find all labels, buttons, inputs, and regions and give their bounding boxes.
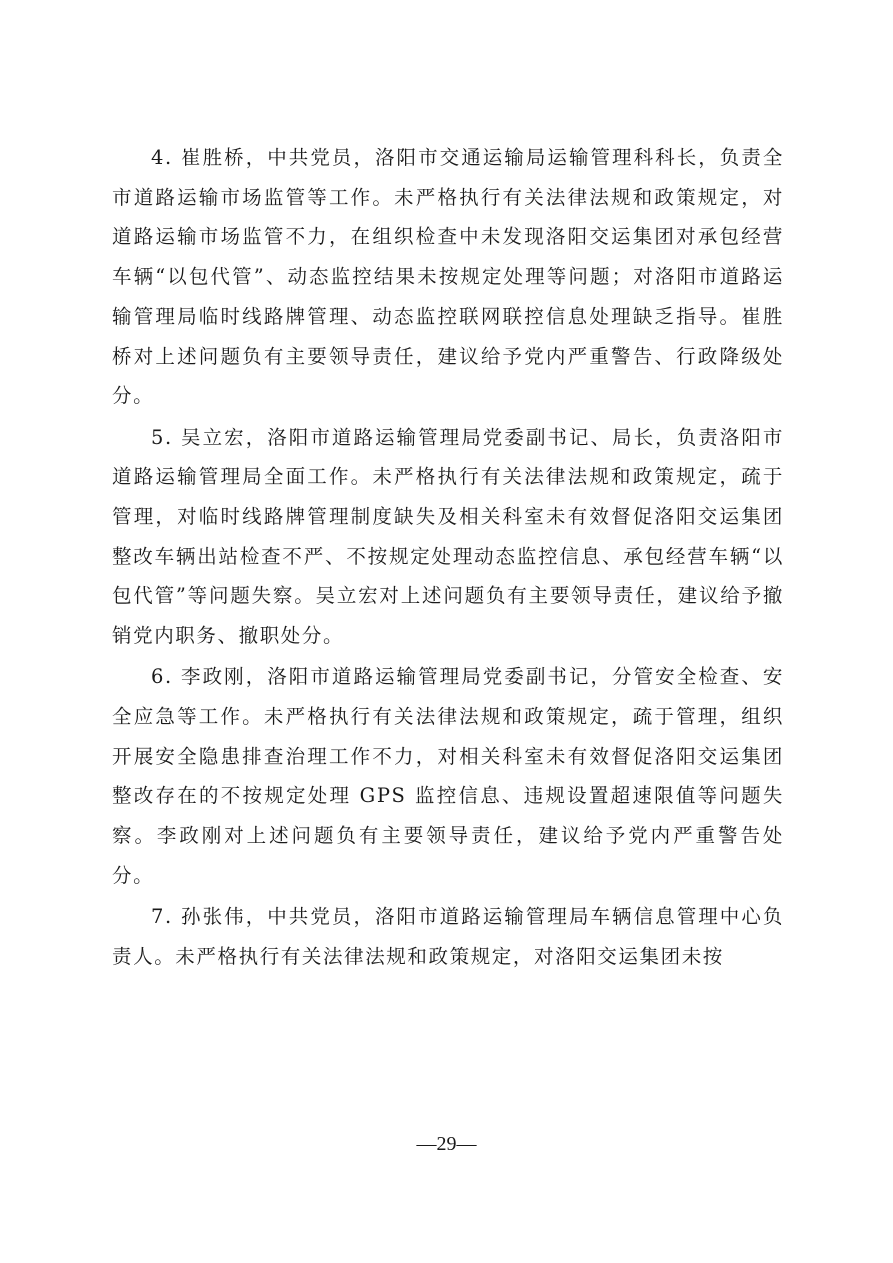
paragraph-cui-shengqiao: 4. 崔胜桥，中共党员，洛阳市交通运输局运输管理科科长，负责全市道路运输市场监管等工作。未严格执行有关法律法规和政策规定，对道路运输市场监管不力，在组织检查中未发现洛阳交运集团对承包经营车辆“以包代管”、动态监控结果未按规定处理等问题；对洛阳市道路运输管理局临时线路牌管理、动态监控联网联控信息处理缺乏指导。崔胜桥对上述问题负有主要领导责任，建议给予党内严重警告、行政降级处分。	[112, 146, 784, 408]
paragraph-sun-zhangwei: 7. 孙张伟，中共党员，洛阳市道路运输管理局车辆信息管理中心负责人。未严格执行有关法律法规和政策规定，对洛阳交运集团未按	[112, 905, 784, 968]
paragraph-li-zhenggang: 6. 李政刚，洛阳市道路运输管理局党委副书记，分管安全检查、安全应急等工作。未严格执行有关法律法规和政策规定，疏于管理，组织开展安全隐患排查治理工作不力，对相关科室未有效督促洛阳交运集团整改存在的不按规定处理 GPS 监控信息、违规设置超速限值等问题失察。李政刚对上述问题负有主要领导责任，建议给予党内严重警告处分。	[112, 665, 784, 887]
page-number: —29—	[416, 1133, 477, 1155]
document-body	[112, 138, 784, 978]
paragraph-wu-lihong: 5. 吴立宏，洛阳市道路运输管理局党委副书记、局长，负责洛阳市道路运输管理局全面工作。未严格执行有关法律法规和政策规定，疏于管理，对临时线路牌管理制度缺失及相关科室未有效督促洛阳交运集团整改车辆出站检查不严、不按规定处理动态监控信息、承包经营车辆“以包代管”等问题失察。吴立宏对上述问题负有主要领导责任，建议给予撤销党内职务、撤职处分。	[112, 425, 784, 648]
